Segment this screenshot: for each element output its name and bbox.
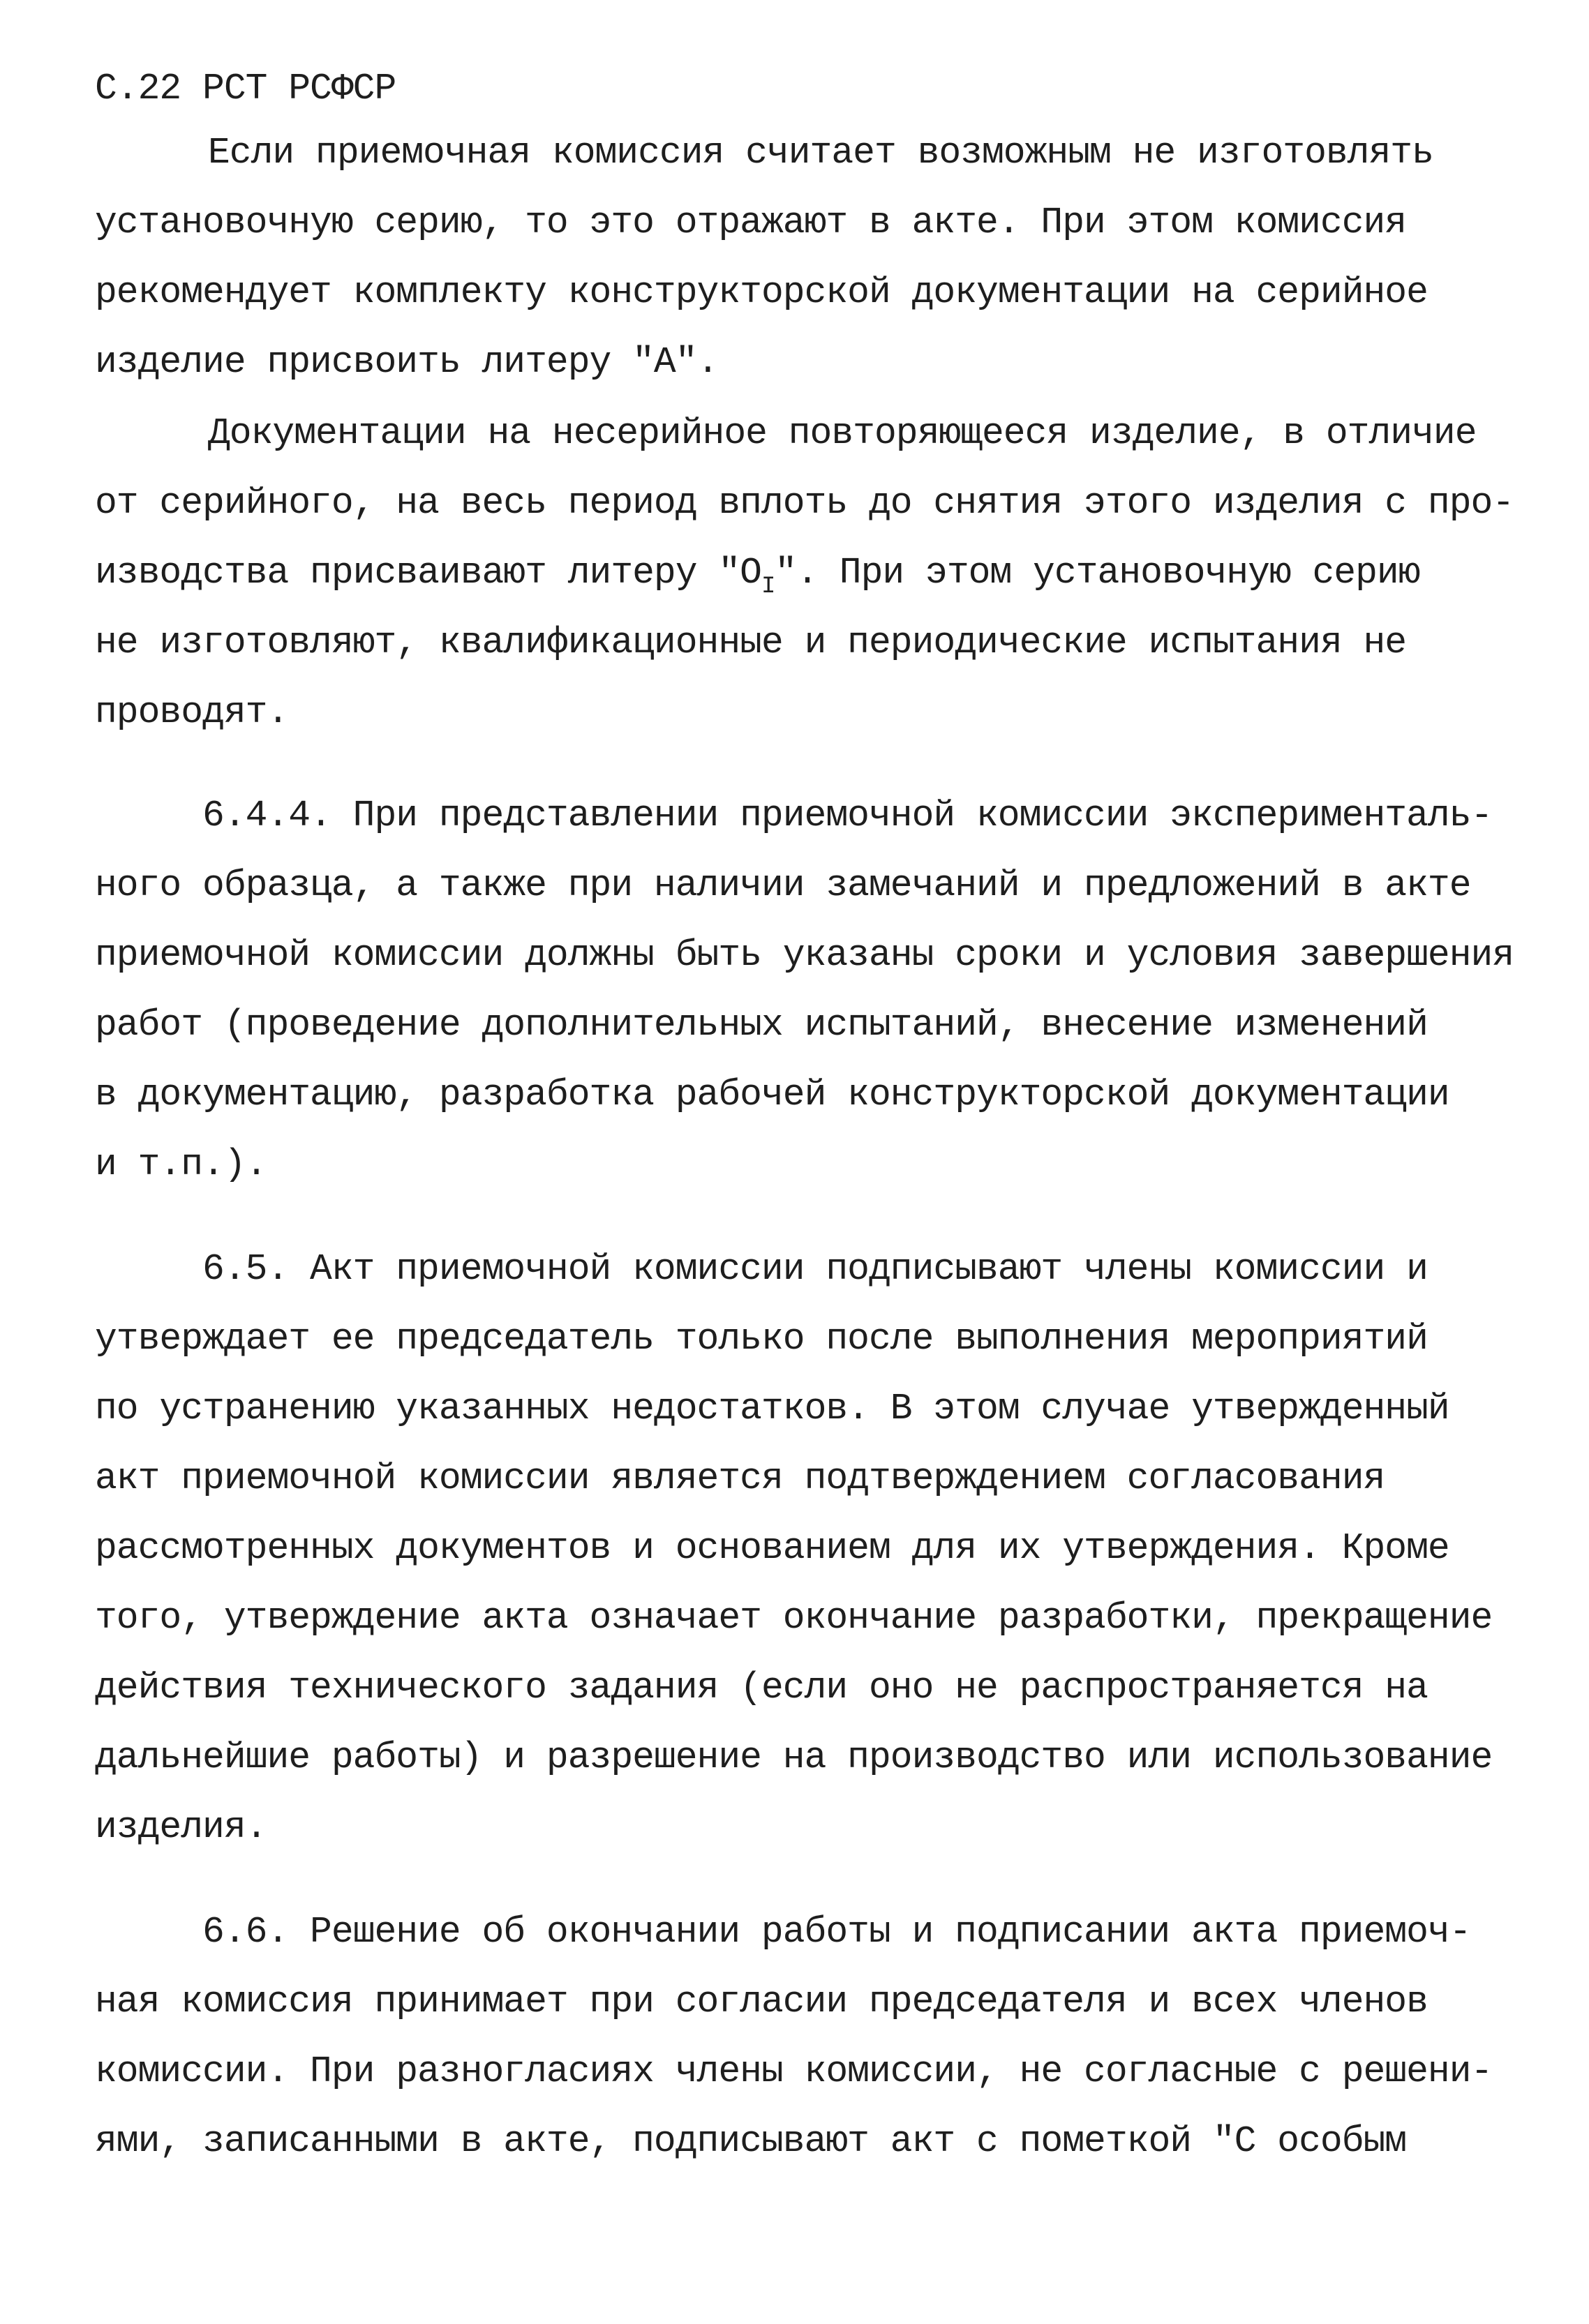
text-line: Если приемочная комиссия считает возможным не изготовлять [208,132,1433,174]
text-line: приемочной комиссии должны быть указаны сроки и условия завершения [95,934,1514,976]
text-line: и т.п.). [95,1144,267,1185]
text-line: установочную серию, то это отражают в акте. При этом комиссия [95,202,1407,243]
text-line: проводят. [95,691,289,733]
text-line: не изготовляют, квалификационные и периодические испытания не [95,622,1407,664]
text-line: работ (проведение дополнительных испытаний, внесение изменений [95,1004,1428,1046]
text-line: акт приемочной комиссии является подтверждением согласования [95,1457,1385,1499]
text-line: ная комиссия принимает при согласии председателя и всех членов [95,1981,1428,2023]
text-line-with-subscript [95,550,1420,600]
text-line: 6.6. Решение об окончании работы и подписании акта приемоч- [202,1911,1471,1953]
page-header: С.22 РСТ РСФСР [95,68,396,110]
text-line: 6.4.4. При представлении приемочной комиссии эксперименталь- [202,795,1493,837]
subscript: I [761,573,775,600]
text-line: в документацию, разработка рабочей конструкторской документации [95,1074,1449,1116]
text-line: изделие присвоить литеру "А". [95,341,719,383]
text-line: комиссии. При разногласиях члены комиссии, не согласные с решени- [95,2051,1493,2092]
text-fragment: изводства присваивают литеру "О [95,552,761,594]
text-line: Документации на несерийное повторяющееся изделие, в отличие [208,412,1477,454]
text-line: по устранению указанных недостатков. В этом случае утвержденный [95,1388,1449,1430]
text-line: действия технического задания (если оно не распространяется на [95,1667,1428,1709]
text-line: рекомендует комплекту конструкторской документации на серийное [95,271,1428,313]
text-line: от серийного, на весь период вплоть до снятия этого изделия с про- [95,482,1514,524]
text-line: ного образца, а также при наличии замечаний и предложений в акте [95,864,1471,906]
text-fragment: ". При этом установочную серию [775,552,1420,594]
text-line: утверждает ее председатель только после выполнения мероприятий [95,1318,1428,1360]
text-line: рассмотренных документов и основанием для их утверждения. Кроме [95,1527,1449,1569]
text-line: ями, записанными в акте, подписывают акт с пометкой "С особым [95,2120,1407,2162]
text-line: изделия. [95,1806,267,1848]
text-line: того, утверждение акта означает окончание разработки, прекращение [95,1597,1493,1639]
text-line: 6.5. Акт приемочной комиссии подписывают члены комиссии и [202,1248,1428,1290]
text-line: дальнейшие работы) и разрешение на производство или использование [95,1737,1493,1778]
